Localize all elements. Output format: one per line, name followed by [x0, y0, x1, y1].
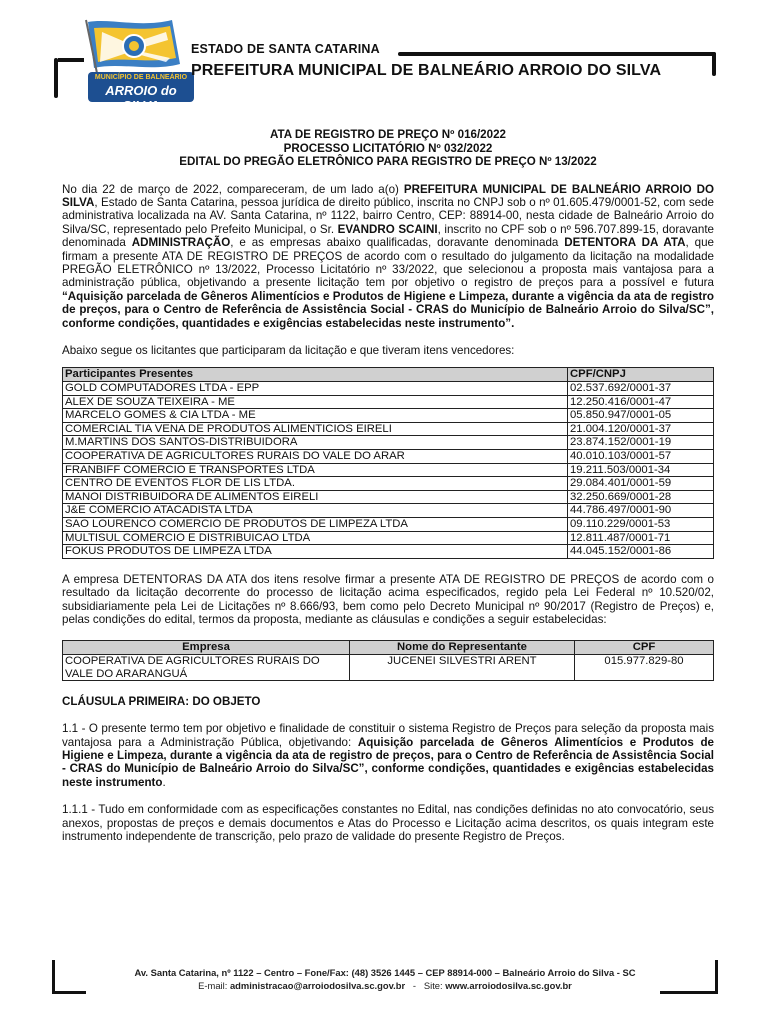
- state-name: ESTADO DE SANTA CATARINA: [191, 42, 380, 56]
- company-name: CENTRO DE EVENTOS FLOR DE LIS LTDA.: [63, 477, 568, 491]
- header-rule-left: [58, 58, 84, 62]
- municipality-logo: [80, 18, 198, 113]
- clause-1-1: 1.1 - O presente termo tem por objetivo e finalidade de constituir o sistema Registro de Preços para seleção da proposta mais vantajosa para a Administração Pública, objetivando: Aquisição parcelada de Gêneros Alimentícios e Produtos de Higiene e Limpeza, durante a vigência da ata de registro de preços, para o Centro de Referência de Assistência Social - CRAS do Município de Balneário Arroio do Silva/SC”, conforme condições, quantidades e exigências estabelecidas neste instrumento.: [62, 722, 714, 789]
- logo-text-bottom: ARROIO do SILVA: [105, 83, 177, 113]
- participants-table: [62, 367, 714, 558]
- table-row: [63, 381, 714, 395]
- table-row: [63, 449, 714, 463]
- company-cnpj: 21.004.120/0001-37: [568, 422, 714, 436]
- company-name: FRANBIFF COMERCIO E TRANSPORTES LTDA: [63, 463, 568, 477]
- company-name: ALEX DE SOUZA TEIXEIRA - ME: [63, 395, 568, 409]
- table-row: [63, 436, 714, 450]
- page-header: [0, 0, 770, 113]
- table-row: [63, 409, 714, 423]
- company-name: COOPERATIVA DE AGRICULTORES RURAIS DO VALE DO ARAR: [63, 449, 568, 463]
- representante-header: Nome do Representante: [350, 641, 575, 655]
- header-rule-right: [712, 52, 716, 76]
- table-row: [63, 490, 714, 504]
- page-footer: [0, 966, 770, 992]
- company-cnpj: 09.110.229/0001-53: [568, 517, 714, 531]
- clause-title: CLÁUSULA PRIMEIRA: DO OBJETO: [62, 695, 261, 709]
- company-cnpj: 19.211.503/0001-34: [568, 463, 714, 477]
- participants-header: Participantes Presentes: [63, 368, 568, 382]
- company-cnpj: 32.250.669/0001-28: [568, 490, 714, 504]
- company-name: MANOI DISTRIBUIDORA DE ALIMENTOS EIRELI: [63, 490, 568, 504]
- table-row: [63, 422, 714, 436]
- footer-address: Av. Santa Catarina, nº 1122 – Centro – Fone/Fax: (48) 3526 1445 – CEP 88914-000 – Balneário Arroio do Silva - SC: [134, 967, 636, 978]
- header-rule-left-down: [54, 58, 58, 98]
- company-name: GOLD COMPUTADORES LTDA - EPP: [63, 381, 568, 395]
- table-row: [63, 654, 714, 680]
- empresa-cell: COOPERATIVA DE AGRICULTORES RURAIS DO VALE DO ARARANGUÁ: [63, 654, 350, 680]
- company-name: MULTISUL COMERCIO E DISTRIBUICAO LTDA: [63, 531, 568, 545]
- representante-cell: JUCENEI SILVESTRI ARENT: [350, 654, 575, 680]
- footer-contact: E-mail: administracao@arroiodosilva.sc.gov.br - Site: www.arroiodosilva.sc.gov.br: [198, 980, 572, 991]
- intro-paragraph: No dia 22 de março de 2022, compareceram, de um lado a(o) PREFEITURA MUNICIPAL DE BALNEÁRIO ARROIO DO SILVA, Estado de Santa Catarina, pessoa jurídica de direito público, inscrita no CNPJ sob o nº 01.605.479/0001-52, com sede administrativa localizada na AV. Santa Catarina, nº 1122, bairro Centro, CEP: 88914-00, nesta cidade de Balneário Arroio do Silva/SC, representado pelo Prefeito Municipal, o Sr. EVANDRO SCAINI, inscrito no CPF sob o nº 596.707.899-15, doravante denominada ADMINISTRAÇÃO, e as empresas abaixo qualificadas, doravante denominada DETENTORA DA ATA, que firmam a presente ATA DE REGISTRO DE PREÇOS de acordo com o resultado do julgamento da licitação na modalidade PREGÃO ELETRÔNICO nº 13/2022, Processo Licitatório nº 33/2022, que selecionou a proposta mais vantajosa para a administração pública, objetivando a presente licitação tem por objetivo o registro de preços para a possível e futura “Aquisição parcelada de Gêneros Alimentícios e Produtos de Higiene e Limpeza, durante a vigência da ata de registro de preços, para o Centro de Referência de Assistência Social - CRAS do Município de Balneário Arroio do Silva/SC”, conforme condições, quantidades e exigências estabelecidas neste instrumento”.: [62, 182, 714, 330]
- company-name: COMERCIAL TIA VENA DE PRODUTOS ALIMENTICIOS EIRELI: [63, 422, 568, 436]
- ata-title: ATA DE REGISTRO DE PREÇO Nº 016/2022: [270, 128, 506, 141]
- company-name: MARCELO GOMES & CIA LTDA - ME: [63, 409, 568, 423]
- company-cnpj: 23.874.152/0001-19: [568, 436, 714, 450]
- table-row: [63, 463, 714, 477]
- company-cnpj: 12.250.416/0001-47: [568, 395, 714, 409]
- email-link[interactable]: administracao@arroiodosilva.sc.gov.br: [229, 980, 406, 991]
- cnpj-header: CPF/CNPJ: [568, 368, 714, 382]
- company-table: [62, 640, 714, 681]
- table-row: [63, 545, 714, 559]
- table-row: [63, 477, 714, 491]
- logo-text-top: MUNICÍPIO DE BALNEÁRIO: [94, 74, 188, 81]
- table-row: [63, 395, 714, 409]
- clause-1-1-1: 1.1.1 - Tudo em conformidade com as especificações constantes no Edital, nas condições definidas no ato convocatório, seus anexos, propostas de preços e demais documentos e Atas do Processo e Licitação acima descritos, os quais integram este instrumento independente de transcrição, pelo prazo de validade do presente Registro de Preços.: [62, 803, 714, 843]
- table-row: [63, 517, 714, 531]
- company-cnpj: 29.084.401/0001-59: [568, 477, 714, 491]
- table-row: [63, 531, 714, 545]
- header-rule: [398, 52, 716, 56]
- cpf-cell: 015.977.829-80: [575, 654, 714, 680]
- company-cnpj: 44.045.152/0001-86: [568, 545, 714, 559]
- company-cnpj: 05.850.947/0001-05: [568, 409, 714, 423]
- company-cnpj: 12.811.487/0001-71: [568, 531, 714, 545]
- company-name: M.MARTINS DOS SANTOS-DISTRIBUIDORA: [63, 436, 568, 450]
- site-link[interactable]: www.arroiodosilva.sc.gov.br: [445, 980, 572, 991]
- edital-title: EDITAL DO PREGÃO ELETRÔNICO PARA REGISTRO DE PREÇO Nº 13/2022: [179, 155, 597, 168]
- company-cnpj: 40.010.103/0001-57: [568, 449, 714, 463]
- detentoras-paragraph: A empresa DETENTORAS DA ATA dos itens resolve firmar a presente ATA DE REGISTRO DE PREÇOS de acordo com o resultado da licitação decorrente do processo de licitação acima especificados, regido pela Lei Federal nº 10.520/02, subsidiariamente pela Lei de Licitações nº 8.666/93, bem como pelo Decreto Municipal nº 90/2017 (Registro de Preços) e, pelas condições do edital, termos da proposta, mediante as cláusulas e condições a seguir estabelecidas:: [62, 572, 714, 626]
- table-row: [63, 504, 714, 518]
- processo-title: PROCESSO LICITATÓRIO Nº 032/2022: [283, 141, 493, 155]
- document-body: [62, 128, 714, 843]
- cpf-header: CPF: [575, 641, 714, 655]
- document-titles: [62, 128, 714, 169]
- prefeitura-title: PREFEITURA MUNICIPAL DE BALNEÁRIO ARROIO DO SILVA: [191, 62, 662, 79]
- company-name: J&E COMERCIO ATACADISTA LTDA: [63, 504, 568, 518]
- company-cnpj: 02.537.692/0001-37: [568, 381, 714, 395]
- empresa-header: Empresa: [63, 641, 350, 655]
- company-cnpj: 44.786.497/0001-90: [568, 504, 714, 518]
- company-name: SAO LOURENCO COMERCIO DE PRODUTOS DE LIMPEZA LTDA: [63, 517, 568, 531]
- participants-intro: Abaixo segue os licitantes que participaram da licitação e que tiveram itens vencedores:: [62, 343, 515, 357]
- company-name: FOKUS PRODUTOS DE LIMPEZA LTDA: [63, 545, 568, 559]
